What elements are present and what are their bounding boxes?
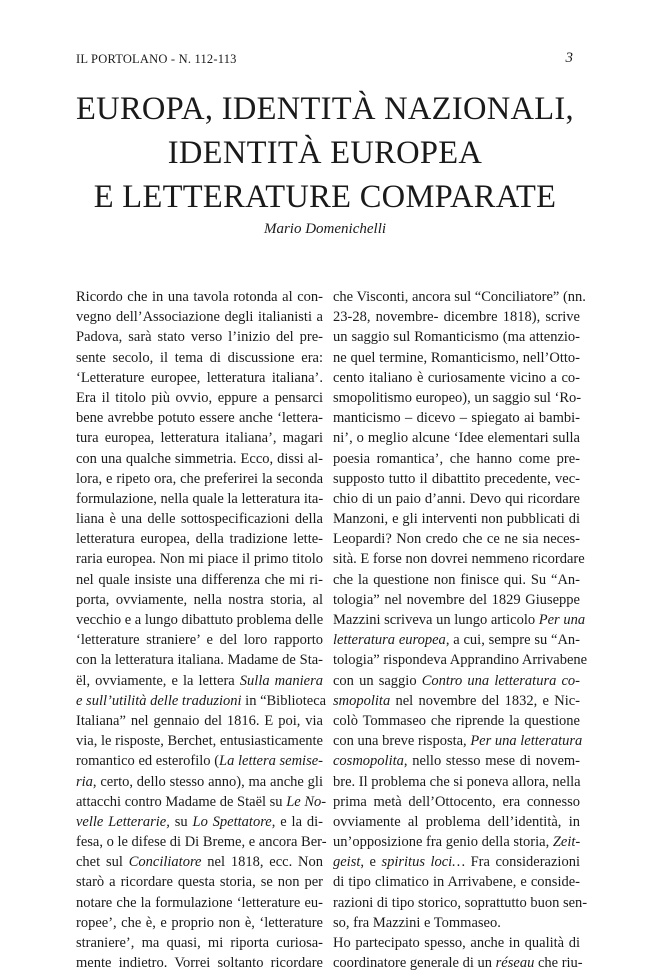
text-segment: prima metà dell’Ottocento, era connesso <box>333 793 580 810</box>
text-segment: poesia romantica’, che hanno come pre- <box>333 450 580 467</box>
text-line <box>76 509 323 529</box>
text-segment: manticismo – dicevo – spiegato ai bambi- <box>333 410 580 427</box>
italic-text: smopolita <box>333 692 391 709</box>
running-header <box>76 52 573 72</box>
text-line <box>333 751 580 771</box>
text-line <box>333 812 580 832</box>
italic-text: Lo Spettatore <box>192 813 272 830</box>
text-line <box>76 590 323 610</box>
text-segment: Ho partecipato spesso, anche in qualità di <box>333 935 580 951</box>
text-line <box>76 893 323 913</box>
text-segment: ël, ovviamente, e la lettera <box>76 672 240 689</box>
text-segment: , certo, dello stesso anno), ma anche gli <box>92 773 323 790</box>
text-segment: colò Tommaseo che riprende la questione <box>333 712 580 729</box>
text-line <box>76 852 323 872</box>
page-number: 3 <box>565 50 573 66</box>
text-segment: romantico ed esterofilo ( <box>76 753 220 770</box>
text-segment: raria europea. Non mi piace il primo titolo <box>76 551 323 568</box>
text-line <box>333 570 580 590</box>
title-line-2: IDENTITÀ EUROPEA <box>167 135 483 171</box>
text-line <box>76 953 323 973</box>
text-segment: straniere’, ma quasi, mi riporta curiosa- <box>76 935 323 951</box>
text-line <box>333 529 580 549</box>
text-line <box>333 408 580 428</box>
text-line <box>76 812 323 832</box>
text-line <box>76 772 323 792</box>
text-segment: che la questione non finisce qui. Su “An- <box>333 571 580 588</box>
text-segment: Ricordo che in una tavola rotonda al con- <box>76 289 323 305</box>
text-segment: via, le risposte, Berchet, entusiasticamente <box>76 733 323 750</box>
text-line <box>333 509 580 529</box>
text-line <box>76 650 323 670</box>
text-segment: Padova, sarà stato verso l’inizio del pre- <box>76 329 323 346</box>
italic-text: geist <box>333 854 361 871</box>
text-segment: notare che la formulazione ‘letterature eu- <box>76 894 323 911</box>
title-line-3: E LETTERATURE COMPARATE <box>93 179 557 215</box>
italic-text: Sulla maniera <box>239 672 323 689</box>
text-segment: che riu- <box>534 955 583 972</box>
text-line <box>76 872 323 892</box>
text-segment: coordinatore generale di un <box>333 955 496 972</box>
italic-text: spiritus loci… <box>381 854 466 871</box>
text-line <box>76 489 323 509</box>
text-segment: tologia” nel novembre del 1829 Giuseppe <box>333 591 580 608</box>
text-segment: chio di un paio d’anni. Devo qui ricordare <box>333 490 580 507</box>
text-segment: formulazione, nella quale la letteratura ita- <box>76 490 324 507</box>
text-line <box>76 327 323 347</box>
text-line <box>76 792 327 812</box>
text-segment: Era il titolo più ovvio, eppure a pensarci <box>76 389 323 406</box>
italic-text: Conciliatore <box>128 854 202 871</box>
italic-text: cosmopolita <box>333 753 404 770</box>
text-line <box>333 590 580 610</box>
text-line <box>333 307 580 327</box>
text-segment: cento italiano è curiosamente vicino a co- <box>333 369 580 386</box>
text-segment: ni’, o meglio alcune ‘Idee elementari sulla <box>333 430 580 447</box>
text-segment: bene avrebbe potuto essere anche ‘lettera- <box>76 410 323 427</box>
text-line <box>76 469 323 489</box>
text-line <box>76 570 323 590</box>
text-segment: bre. Il problema che si poneva allora, nella <box>333 773 581 790</box>
text-segment: tologia” rispondeva Apprandino Arrivabene <box>333 652 588 669</box>
text-segment: vecchio e a lungo dibattuto problema delle <box>76 612 324 628</box>
italic-text: réseau <box>495 955 535 972</box>
text-line <box>333 772 580 792</box>
text-line <box>76 368 323 388</box>
text-line <box>333 852 580 872</box>
text-segment: liana è una delle sottospecificazioni della <box>76 511 323 528</box>
text-line <box>333 711 580 731</box>
text-segment: sente secolo, il tema di discussione era: <box>76 349 323 366</box>
text-segment: , nello stesso mese di novem- <box>403 753 580 770</box>
text-segment: sità. E forse non dovrei nemmeno ricordare <box>333 551 585 568</box>
text-segment: mente indietro. Vorrei soltanto ricordare <box>76 955 323 972</box>
italic-text: Contro una letteratura co- <box>421 672 581 689</box>
text-line <box>333 650 588 670</box>
text-line <box>76 731 323 751</box>
text-line <box>333 691 580 711</box>
text-segment: , e <box>360 854 382 871</box>
text-segment: ‘letterature straniere’ e del loro rapporto <box>76 632 323 649</box>
text-line <box>333 549 585 569</box>
text-segment: starò a ricordare questa storia, se non per <box>76 874 323 891</box>
text-line <box>333 469 580 489</box>
text-line <box>333 489 580 509</box>
text-line <box>76 408 323 428</box>
text-segment: su <box>169 813 193 830</box>
text-line <box>76 711 323 731</box>
text-line <box>333 449 580 469</box>
text-segment: 23-28, novembre- dicembre 1818), scrive <box>333 309 580 326</box>
text-segment: con una qualche simmetria. Ecco, dissi al- <box>76 450 323 467</box>
italic-text: Per una letteratura <box>470 733 583 750</box>
text-segment: Leopardi? Non credo che ce ne sia neces- <box>333 531 580 548</box>
text-line <box>333 792 580 812</box>
text-segment: lora, e ripeto ora, che preferirei la seconda <box>76 470 323 487</box>
text-line <box>76 549 323 569</box>
italic-text: La lettera semise- <box>219 753 323 770</box>
text-line <box>333 893 588 913</box>
text-line <box>76 751 323 771</box>
text-line <box>333 671 580 691</box>
text-line <box>333 428 580 448</box>
journal-running-head: IL PORTOLANO - N. 112-113 <box>76 52 237 66</box>
text-segment: in “Biblioteca <box>241 692 327 709</box>
text-segment: razioni di tipo storico, soprattutto buon sen- <box>333 894 588 911</box>
text-line <box>333 832 580 852</box>
text-segment: porta, ovviamente, nella nostra storia, al <box>76 591 323 608</box>
text-line <box>333 388 580 408</box>
article-title <box>50 87 600 219</box>
text-line <box>333 327 580 347</box>
author-name: Mario Domenichelli <box>263 221 387 237</box>
text-segment: con una breve risposta, <box>333 733 471 750</box>
text-segment: letteratura europea, della tradizione lette- <box>76 531 323 548</box>
text-line <box>333 610 586 630</box>
text-segment: di tipo climatico in Arrivabene, e conside- <box>333 874 580 891</box>
text-line <box>76 671 323 691</box>
text-line <box>76 287 323 307</box>
text-line <box>76 449 323 469</box>
text-line <box>76 832 327 852</box>
text-segment: con un saggio <box>333 672 422 689</box>
text-segment: smopolitismo europeo), un saggio sul ‘Ro- <box>333 389 582 406</box>
italic-text: Per una <box>538 612 586 628</box>
text-line <box>76 307 323 327</box>
text-segment: vegno dell’Associazione degli italianisti a <box>76 309 323 326</box>
text-segment: nel 1818, ecc. Non <box>201 854 323 871</box>
text-segment: so, fra Mazzini e Tommaseo. <box>333 914 501 931</box>
text-line <box>76 610 323 630</box>
text-line <box>76 428 323 448</box>
right-text-column <box>333 287 588 973</box>
text-line <box>333 348 580 368</box>
text-line <box>333 933 580 953</box>
text-line <box>333 953 583 973</box>
text-segment: con la letteratura italiana. Madame de Sta- <box>76 652 323 669</box>
text-line <box>333 368 580 388</box>
text-segment: ropee’, che è, e proprio non è, ‘letterature <box>76 914 323 931</box>
italic-text: Le No- <box>286 793 327 810</box>
text-segment: ovviamente al problema dell’identità, in <box>333 813 580 830</box>
left-text-column <box>76 287 327 973</box>
text-segment: ‘Letterature europee, letteratura italiana’. <box>76 369 323 386</box>
text-segment: Fra considerazioni <box>465 854 580 871</box>
text-line <box>76 630 323 650</box>
italic-text: velle Letterarie, <box>76 813 170 830</box>
text-segment: chet sul <box>76 854 129 871</box>
text-segment: attacchi contro Madame de Staël su <box>76 793 287 810</box>
text-segment: fesa, o le difese di Di Breme, e ancora Ber- <box>76 834 327 851</box>
italic-text: e sull’utilità delle traduzioni <box>76 692 242 709</box>
text-line <box>333 287 586 307</box>
text-line <box>76 913 323 933</box>
text-segment: un’opposizione fra genio della storia, <box>333 834 553 851</box>
text-segment: nel quale insiste una differenza che mi ri- <box>76 571 323 588</box>
text-line <box>333 630 580 650</box>
text-segment: nel novembre del 1832, e Nic- <box>390 692 580 709</box>
text-segment: supposto tutto il dibattito precedente, vec- <box>333 470 580 487</box>
text-line <box>76 388 323 408</box>
text-line <box>333 872 580 892</box>
text-line <box>76 933 323 953</box>
text-line <box>76 691 327 711</box>
italic-text: ria <box>76 773 93 790</box>
text-segment: un saggio sul Romanticismo (ma attenzio- <box>333 329 580 346</box>
text-line <box>76 529 323 549</box>
text-segment: , e la di- <box>271 813 323 830</box>
text-segment: Italiana” nel gennaio del 1816. E poi, via <box>76 712 323 729</box>
italic-text: letteratura europea <box>333 632 446 649</box>
text-segment: Manzoni, e gli interventi non pubblicati di <box>333 511 580 528</box>
text-segment: che Visconti, ancora sul “Conciliatore” (nn. <box>333 289 586 305</box>
text-segment: Mazzini scriveva un lungo articolo <box>333 612 539 628</box>
text-segment: ne quel termine, Romanticismo, nell’Otto- <box>333 349 580 366</box>
text-segment: , a cui, sempre su “An- <box>445 632 580 649</box>
text-line <box>333 731 583 751</box>
text-line <box>76 348 323 368</box>
title-line-1: EUROPA, IDENTITÀ NAZIONALI, <box>76 91 574 127</box>
text-segment: tura europea, letteratura italiana’, magari <box>76 430 323 447</box>
italic-text: Zeit- <box>552 834 581 851</box>
text-line <box>333 913 580 933</box>
